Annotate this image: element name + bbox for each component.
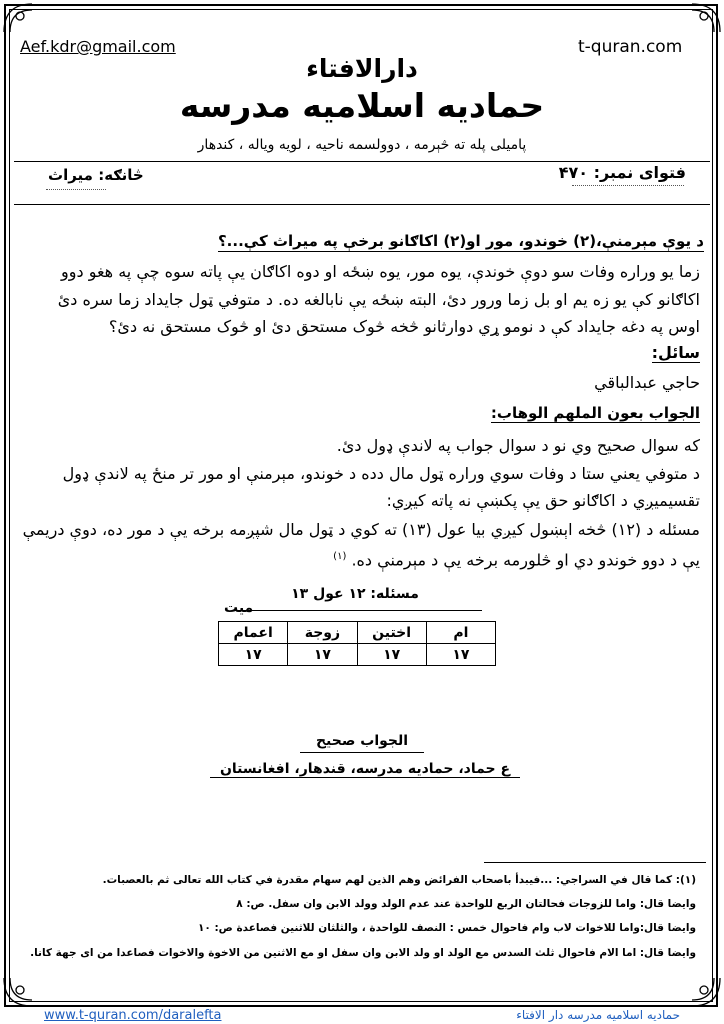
heir-share-cell: ۱۷ [219,644,288,666]
header-title-madrasa: حمادیه اسلامیه مدرسه [179,86,545,125]
section-value: میراث [48,166,93,184]
footnote-line: (۱): کما قال في السراجي: ...فیبدأ باصحاب الفرائض وهم الذین لهم سهام مقدرة في كتاب الله تعالى ثم بالعصبات. [102,874,696,886]
answer-verified-label: الجواب صحیح [315,733,409,749]
heirs-header-row [219,622,496,644]
heir-header-cell: اختین [357,622,426,644]
ornament-corner-icon [682,2,722,42]
question-line: زما یو وراره وفات سو دوې خوندې، یوه مور، یوه ښځه او دوه اکاګان یې پاته سوه چې په هغو دوو [61,262,700,281]
answer-line [20,544,700,572]
footer-link[interactable]: www.t-quran.com/daralefta [44,1008,222,1023]
ornament-corner-icon [2,968,42,1008]
fatwa-number-field [559,163,686,182]
fatwa-number-value: ۴۷۰ [558,163,589,182]
heir-share-cell: ۱۷ [357,644,426,666]
ornament-corner-icon [682,968,722,1008]
footnote-line: وایضا قال: اما الام فاحوال ثلث السدس مع الولد او ولد الابن وان سفل او مع الاثنين من الاخوة والاخوات فصاعدا من اى جهة كانا. [30,947,696,959]
answer-line: د متوفي یعني ستا د وفات سوي وراره ټول مال دده د خوندو، مېرمنې او مور تر منځ په لاندې ډول [62,464,700,483]
footnote-divider [484,862,706,863]
question-line: اکاګانو کې یو زه یم او بل زما ورور دئ، البته ښځه یې نابالغه ده. د متوفي ټول جایداد زما سره دئ [57,290,700,309]
answer-heading: الجواب بعون الملهم الوهاب: [490,404,700,422]
footer-label: حمادیه اسلامیه مدرسه دار الافتاء [516,1008,680,1022]
header-website[interactable]: t-quran.com [578,37,683,57]
fatwa-number-underline [572,185,684,186]
heir-share-cell: ۱۷ [288,644,357,666]
masala-label: مسئله: ۱۲ عول ۱۳ [291,586,419,602]
masala-mayyit-label: میت [224,600,254,616]
answer-line: که سوال صحیح وي نو د سوال جواب په لاندې ډول دئ. [336,436,700,455]
verified-underline [300,752,424,753]
meta-divider [14,204,710,205]
question-line: اوس په دغه جایداد کې د نومو ړي دوارثانو څخه څوک مستحق دئ او څوک مستحق نه دئ؟ [108,317,700,336]
heir-header-cell: زوجة [288,622,357,644]
ornament-corner-icon [2,2,42,42]
footnote-reference[interactable]: (۱) [333,551,347,562]
answer-line: تقسیمیږي د اکاګانو حق یې پکښې نه پاته کیږي: [386,491,700,510]
section-field [48,166,144,184]
heir-header-cell: ام [426,622,495,644]
question-heading: د یوې مېرمنې،(۲) خوندو، مور او(۲) اکاګانو برخې په میراث کې...؟ [217,232,704,250]
heirs-table [218,621,496,666]
fatwa-number-label: فتوای نمبر: [593,163,686,182]
asker-name: حاجي عبدالباقي [594,373,700,392]
header-address: پامیلی پله ته څېرمه ، دوولسمه ناحیه ، لویه ویاله ، کندهار [197,137,527,153]
heirs-value-row [219,644,496,666]
footnote-line: وایضا قال:واما للاخوات لاب وام فاحوال خمس : النصف للواحدة ، والثلثان للاثنين فصاعدة ص: ۱۰ [198,922,696,934]
section-underline [46,189,106,190]
footnote-line: وایضا قال: واما للزوجات فحالتان الربع للواحدة عند عدم الولد وولد الابن وان سفل. ص: ۸ [236,898,696,910]
answer-line: مسئله د (۱۲) څخه اېښول کیږي بیا عول (۱۳) ته کوي د ټول مال شپږمه برخه یې د مور ده، دوې دریمې [22,520,700,539]
section-label: څانګه: [98,166,144,184]
header-divider [14,161,710,162]
signer-line: ع حماد، حمادیه مدرسه، قندهار، افغانستان [210,761,520,778]
heir-header-cell: اعمام [219,622,288,644]
answer-line-text: یې د دوو خوندو دي او څلورمه برخه یې د مېرمنې ده. [351,550,700,570]
masala-divider [232,610,482,611]
header-email[interactable]: Aef.kdr@gmail.com [20,37,176,56]
asker-label: سائل: [651,343,700,362]
header-title-darulifta: دارالافتاء [306,54,418,83]
heir-share-cell: ۱۷ [426,644,495,666]
